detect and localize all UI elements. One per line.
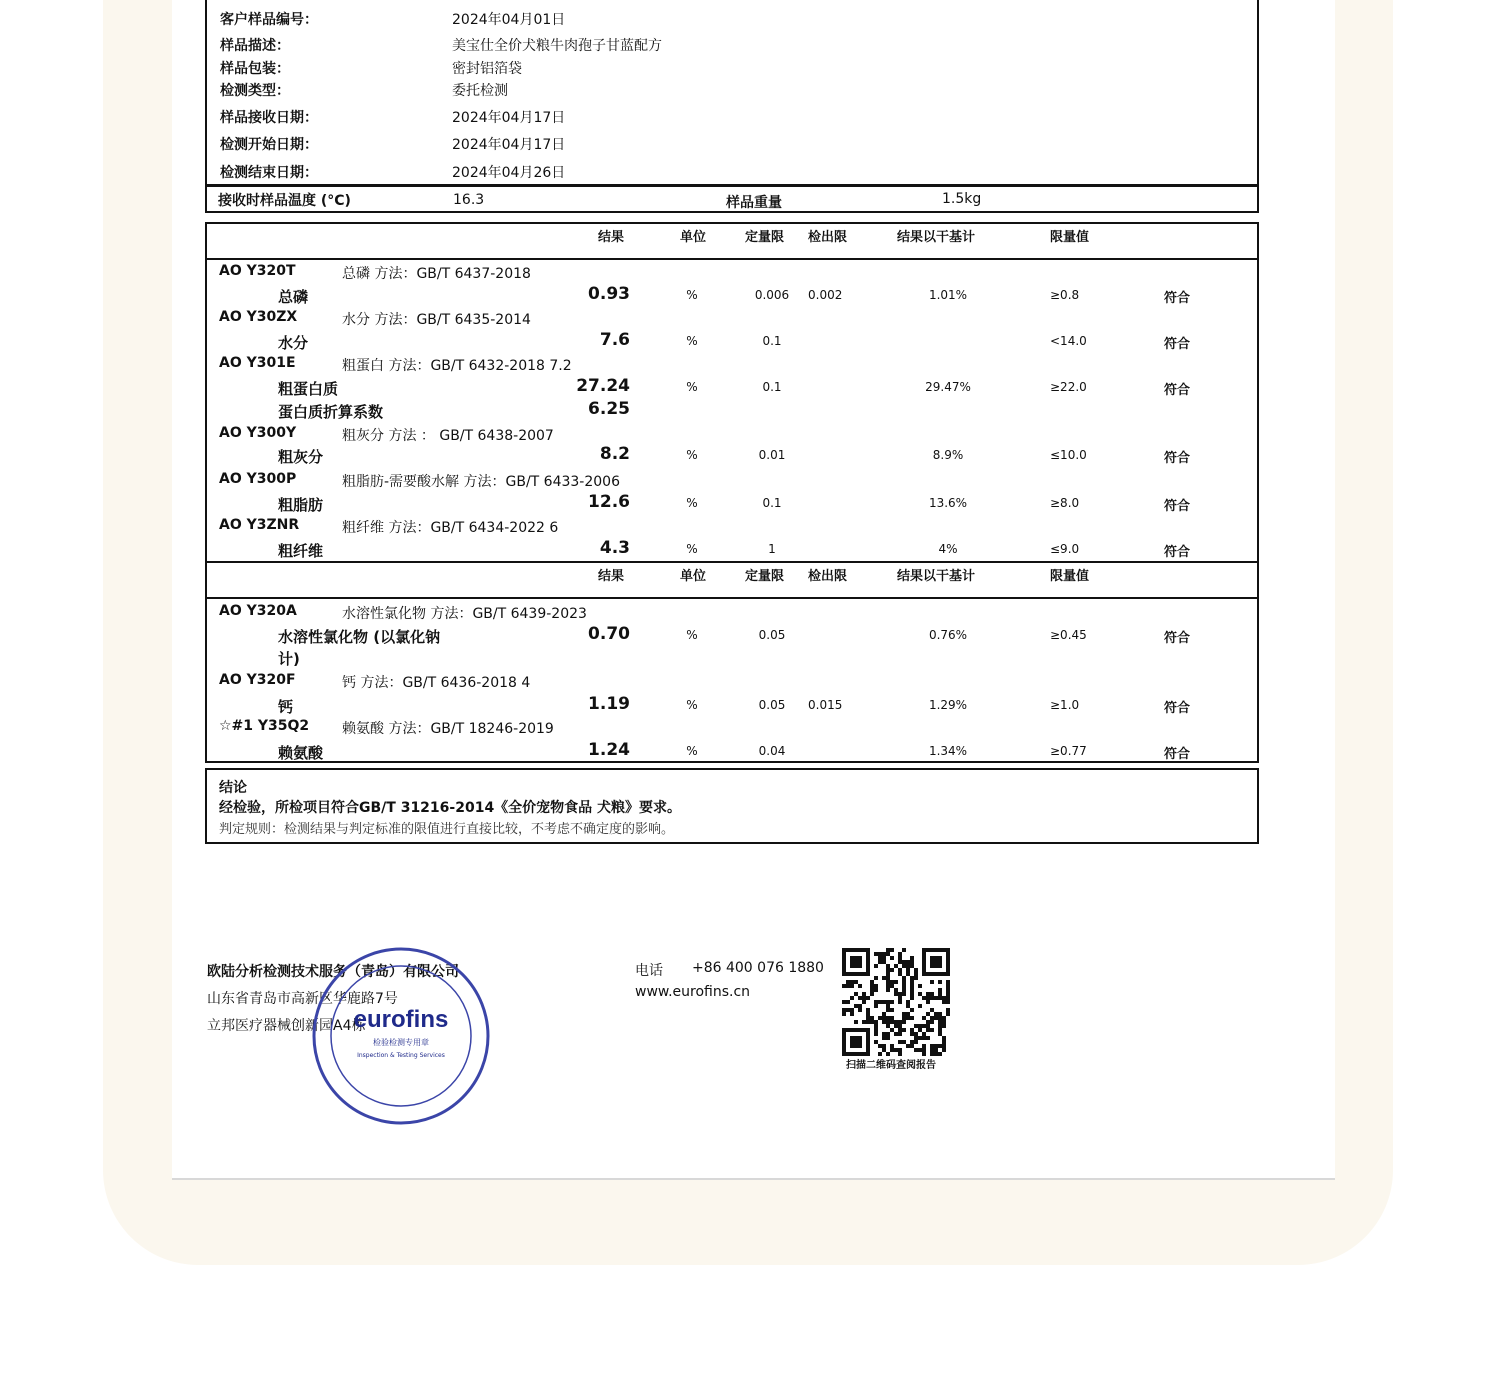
analyte-name: 粗灰分: [278, 448, 324, 466]
info-value: 密封铝箔袋: [452, 61, 522, 77]
result-value: 27.24: [576, 376, 630, 396]
unit-cell: %: [686, 448, 698, 462]
loq-cell: 0.1: [762, 496, 782, 510]
sample-info-box: [205, 0, 1259, 186]
unit-cell: %: [686, 628, 698, 642]
col-header-lod: 检出限: [808, 569, 848, 584]
test-method: 粗纤维 方法：GB/T 6434-2022 6: [342, 520, 559, 536]
verdict-cell: 符合: [1164, 545, 1191, 560]
col-header-dry_basis: 结果以干基计: [897, 230, 976, 245]
analyte-name: 总磷: [278, 288, 309, 306]
results-header-box-1: [205, 222, 1259, 260]
stamp-sub1: 检验检测专用章: [373, 1038, 429, 1047]
analyte-name: 水分: [278, 334, 309, 352]
test-method: 粗灰分 方法 ： GB/T 6438-2007: [342, 428, 554, 444]
limit-cell: ≥8.0: [1050, 496, 1080, 510]
result-value: 0.70: [588, 624, 630, 644]
limit-cell: ≥0.8: [1050, 288, 1080, 302]
col-header-limit: 限量值: [1050, 569, 1090, 584]
unit-cell: %: [686, 288, 698, 302]
info-label: 检测结束日期：: [220, 165, 318, 181]
verdict-cell: 符合: [1164, 499, 1191, 514]
analyte-name-cont: 计): [278, 650, 300, 668]
col-header-loq: 定量限: [745, 230, 785, 245]
info-label: 样品接收日期：: [220, 110, 318, 126]
temp-label: 接收时样品温度 (°C): [218, 193, 351, 209]
loq-cell: 0.05: [758, 628, 786, 642]
unit-cell: %: [686, 698, 698, 712]
unit-cell: %: [686, 744, 698, 758]
stamp-brand: eurofins: [353, 1006, 449, 1033]
eurofins-stamp: [310, 945, 492, 1127]
analyte-name: 粗蛋白质: [278, 380, 339, 398]
company-name: 欧陆分析检测技术服务（青岛）有限公司: [207, 964, 459, 980]
analyte-name: 赖氨酸: [278, 744, 324, 762]
info-label: 检测类型：: [220, 83, 290, 99]
loq-cell: 0.04: [758, 744, 786, 758]
result-value: 0.93: [588, 284, 630, 304]
loq-cell: 0.1: [762, 334, 782, 348]
test-code: AO Y300Y: [219, 425, 297, 441]
temp-value: 16.3: [453, 192, 485, 208]
loq-cell: 0.01: [758, 448, 786, 462]
result-value: 8.2: [599, 444, 630, 464]
info-label: 样品包装：: [220, 61, 290, 77]
col-header-limit: 限量值: [1050, 230, 1090, 245]
company-address: 山东省青岛市高新区华鹿路7号: [207, 991, 398, 1007]
unit-cell: %: [686, 380, 698, 394]
limit-cell: <14.0: [1050, 334, 1087, 348]
conclusion-title: 结论: [219, 780, 247, 796]
verdict-cell: 符合: [1164, 701, 1191, 716]
info-value: 2024年04月17日: [452, 137, 566, 153]
test-code: AO Y320F: [219, 672, 296, 688]
test-code: AO Y300P: [219, 471, 297, 487]
phone-number: +86 400 076 1880: [692, 960, 824, 976]
test-code: AO Y320A: [219, 603, 297, 619]
test-code: AO Y320T: [219, 263, 296, 279]
analyte-name: 钙: [278, 698, 294, 716]
conclusion-statement: 经检验，所检项目符合GB/T 31216-2014《全价宠物食品 犬粮》要求。: [219, 800, 682, 816]
test-method: 粗脂肪-需要酸水解 方法：GB/T 6433-2006: [342, 474, 620, 490]
verdict-cell: 符合: [1164, 383, 1191, 398]
dry-basis-cell: 13.6%: [928, 496, 968, 510]
info-value: 2024年04月17日: [452, 110, 566, 126]
dry-basis-cell: 29.47%: [925, 380, 971, 394]
col-header-dry_basis: 结果以干基计: [897, 569, 976, 584]
result-value: 1.19: [588, 694, 630, 714]
qr-caption: 扫描二维码查阅报告: [846, 1060, 936, 1071]
col-header-unit: 单位: [680, 230, 707, 245]
verdict-cell: 符合: [1164, 451, 1191, 466]
result-value: 6.25: [588, 399, 630, 419]
verdict-cell: 符合: [1164, 747, 1191, 762]
dry-basis-cell: 4%: [938, 542, 958, 556]
limit-cell: ≥0.77: [1050, 744, 1087, 758]
conclusion-rule: 判定规则：检测结果与判定标准的限值进行直接比较，不考虑不确定度的影响。: [219, 822, 675, 837]
stamp-sub2: Inspection & Testing Services: [357, 1052, 445, 1059]
phone-label: 电话: [635, 963, 663, 979]
lod-cell: 0.015: [808, 698, 843, 712]
loq-cell: 0.1: [762, 380, 782, 394]
col-header-result: 结果: [598, 230, 625, 245]
qr-code[interactable]: [842, 948, 950, 1056]
dry-basis-cell: 8.9%: [932, 448, 964, 462]
test-code: AO Y301E: [219, 355, 296, 371]
dry-basis-cell: 1.01%: [928, 288, 968, 302]
info-value: 美宝仕全价犬粮牛肉孢子甘蓝配方: [452, 38, 662, 54]
test-method: 粗蛋白 方法：GB/T 6432-2018 7.2: [342, 358, 572, 374]
limit-cell: ≤9.0: [1050, 542, 1080, 556]
analyte-name: 粗脂肪: [278, 496, 324, 514]
result-value: 4.3: [599, 538, 630, 558]
info-label: 客户样品编号：: [220, 12, 318, 28]
dry-basis-cell: 1.34%: [928, 744, 968, 758]
test-method: 钙 方法：GB/T 6436-2018 4: [342, 675, 531, 691]
verdict-cell: 符合: [1164, 337, 1191, 352]
info-label: 检测开始日期：: [220, 137, 318, 153]
analyte-name: 蛋白质折算系数: [278, 403, 384, 421]
analyte-name: 粗纤维: [278, 542, 324, 560]
info-value: 委托检测: [452, 83, 508, 99]
test-method: 总磷 方法：GB/T 6437-2018: [342, 266, 531, 282]
test-method: 赖氨酸 方法：GB/T 18246-2019: [342, 721, 554, 737]
verdict-cell: 符合: [1164, 291, 1191, 306]
unit-cell: %: [686, 496, 698, 510]
col-header-result: 结果: [598, 569, 625, 584]
dry-basis-cell: 0.76%: [928, 628, 968, 642]
analyte-name: 水溶性氯化物 (以氯化钠: [278, 628, 441, 646]
unit-cell: %: [686, 542, 698, 556]
col-header-unit: 单位: [680, 569, 707, 584]
result-value: 7.6: [599, 330, 630, 350]
dry-basis-cell: 1.29%: [928, 698, 968, 712]
limit-cell: ≥0.45: [1050, 628, 1087, 642]
test-code: ☆#1 Y35Q2: [219, 718, 310, 734]
test-method: 水溶性氯化物 方法：GB/T 6439-2023: [342, 606, 587, 622]
weight-value: 1.5kg: [942, 191, 982, 207]
results-header-box-2: [205, 561, 1259, 599]
col-header-loq: 定量限: [745, 569, 785, 584]
test-code: AO Y30ZX: [219, 309, 298, 325]
limit-cell: ≤10.0: [1050, 448, 1087, 462]
loq-cell: 1: [768, 542, 776, 556]
info-label: 样品描述：: [220, 38, 290, 54]
verdict-cell: 符合: [1164, 631, 1191, 646]
loq-cell: 0.006: [754, 288, 790, 302]
info-value: 2024年04月01日: [452, 12, 566, 28]
limit-cell: ≥22.0: [1050, 380, 1087, 394]
col-header-lod: 检出限: [808, 230, 848, 245]
result-value: 1.24: [588, 740, 630, 760]
company-building: 立邦医疗器械创新园A4栋: [207, 1018, 366, 1034]
lod-cell: 0.002: [808, 288, 843, 302]
limit-cell: ≥1.0: [1050, 698, 1080, 712]
test-code: AO Y3ZNR: [219, 517, 300, 533]
weight-label: 样品重量: [726, 195, 782, 211]
test-method: 水分 方法：GB/T 6435-2014: [342, 312, 531, 328]
result-value: 12.6: [588, 492, 630, 512]
unit-cell: %: [686, 334, 698, 348]
info-value: 2024年04月26日: [452, 165, 566, 181]
loq-cell: 0.05: [758, 698, 786, 712]
website[interactable]: www.eurofins.cn: [635, 984, 751, 1000]
